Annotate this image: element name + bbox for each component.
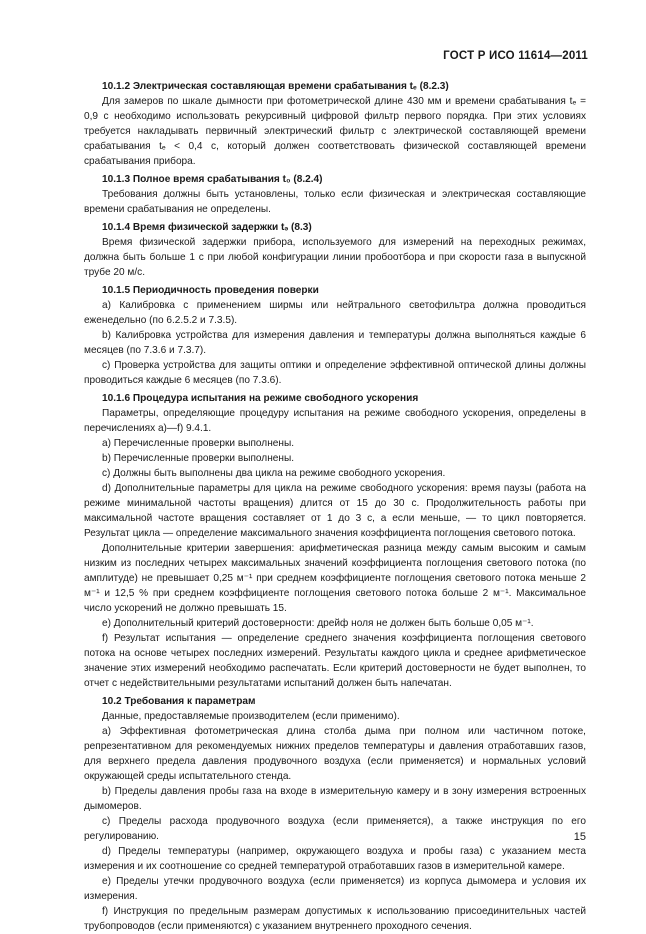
section-10-1-5-title: 10.1.5 Периодичность проведения поверки	[102, 285, 319, 296]
page-number: 15	[573, 831, 586, 843]
section-10-1-2-title: 10.1.2 Электрическая составляющая времени срабатывания tₑ (8.2.3)	[102, 81, 449, 92]
section-10-2-item-d: d) Пределы температуры (например, окружающего воздуха и пробы газа) с указанием места измерения и их соотношение со средней температурой отработавших газов в измерительной камере.	[84, 846, 586, 872]
section-10-1-3-paragraph: Требования должны быть установлены, только если физическая и электрическая составляющие времени срабатывания не определены.	[84, 189, 586, 215]
section-10-1-6-item-a: а) Перечисленные проверки выполнены.	[102, 438, 295, 449]
section-10-1-6-item-d: d) Дополнительные параметры для цикла на режиме свободного ускорения: время паузы (работа на режиме минимальной частоты вращения) длится от 15 до 30 с. Продолжительность работы при максимальной частоте вращения составляет от 1 до 3 с, а если меньше, — то цикл повторяется. Результат цикла — определение максимального значения коэффициента поглощения светового потока.	[84, 483, 586, 539]
section-10-1-6-title: 10.1.6 Процедура испытания на режиме свободного ускорения	[102, 393, 419, 404]
section-10-1-6-item-f: f) Результат испытания — определение среднего значения коэффициента поглощения светового потока на основе четырех последних измерений. Результаты каждого цикла и среднее арифметическое значение этих измерений необходимо распечатать. Если критерий достоверности не будет выполнен, то отчет с недействительными результатами испытаний должен быть напечатан.	[84, 633, 586, 689]
section-10-1-6-item-b: b) Перечисленные проверки выполнены.	[102, 453, 295, 464]
section-10-1-6-intro: Параметры, определяющие процедуру испытания на режиме свободного ускорения, определены в перечислениях а)—f) 9.4.1.	[84, 408, 586, 434]
section-10-2-item-c: c) Пределы расхода продувочного воздуха (если применяется), а также инструкция по его регулированию.	[84, 816, 586, 842]
section-10-1-5-item-c: c) Проверка устройства для защиты оптики и определение эффективной оптической длины должны проводиться каждые 6 месяцев (по 7.3.6).	[84, 360, 586, 386]
document-id-header: ГОСТ Р ИСО 11614—2011	[443, 50, 588, 62]
section-10-2-item-f: f) Инструкция по предельным размерам допустимых к использованию присоединительных частей трубопроводов (если применяются) с указанием внутреннего проходного сечения.	[84, 906, 586, 932]
section-10-1-6-item-c: c) Должны быть выполнены два цикла на режиме свободного ускорения.	[102, 468, 446, 479]
section-10-1-2-paragraph: Для замеров по шкале дымности при фотометрической длине 430 мм и времени срабатывания tₑ = 0,9 с необходимо использовать рекурсивный цифровой фильтр первого порядка. При этих условиях требуется накладывать первичный электрический фильтр с электрической составляющей времени срабатывания tₑ < 0,4 с, который должен соответствовать физической составляющей времени срабатывания прибора.	[84, 96, 586, 167]
section-10-2-title: 10.2 Требования к параметрам	[102, 696, 256, 707]
section-10-2-item-e: e) Пределы утечки продувочного воздуха (если применяется) из корпуса дымомера и условия их измерения.	[84, 876, 586, 902]
section-10-1-5-item-b: b) Калибровка устройства для измерения давления и температуры должна выполняться каждые 6 месяцев (по 7.3.6 и 7.3.7).	[84, 330, 586, 356]
document-body	[84, 79, 586, 934]
section-10-1-5-item-a: а) Калибровка с применением ширмы или нейтрального светофильтра должна проводиться еженедельно (по 6.2.5.2 и 7.3.5).	[84, 300, 586, 326]
section-10-1-6-item-e: e) Дополнительный критерий достоверности: дрейф ноля не должен быть больше 0,05 м⁻¹.	[102, 618, 534, 629]
section-10-2-intro: Данные, предоставляемые производителем (если применимо).	[102, 711, 400, 722]
section-10-2-item-b: b) Пределы давления пробы газа на входе в измерительную камеру и в зону измерения встроенных дымомеров.	[84, 786, 586, 812]
section-10-1-4-paragraph: Время физической задержки прибора, используемого для измерений на переходных режимах, должна быть больше 1 с при любой конфигурации линии пробоотбора и при скорости газа в выпускной трубе 20 м/с.	[84, 237, 586, 278]
section-10-1-3-title: 10.1.3 Полное время срабатывания t₀ (8.2.4)	[102, 174, 323, 185]
section-10-2-item-a: а) Эффективная фотометрическая длина столба дыма при полном или частичном потоке, репрезентативном для рекомендуемых нижних пределов температуры и давления отработавших газов, для верхнего предела давления продувочного воздуха (если применяется) и нормальных условий окружающей среды испытательного стенда.	[84, 726, 586, 782]
section-10-1-4-title: 10.1.4 Время физической задержки tₔ (8.3)	[102, 222, 312, 233]
section-10-1-6-extra-criteria: Дополнительные критерии завершения: арифметическая разница между самым высоким и самым низким из последних четырех максимальных значений коэффициента поглощения светового потока (по амплитуде) не превышает 0,25 м⁻¹ при среднем коэффициенте поглощения светового потока меньше 2 м⁻¹ и 12,5 % при среднем коэффициенте поглощения светового потока больше 2 м⁻¹. Максимальное число ускорений не должно превышать 15.	[84, 543, 586, 614]
